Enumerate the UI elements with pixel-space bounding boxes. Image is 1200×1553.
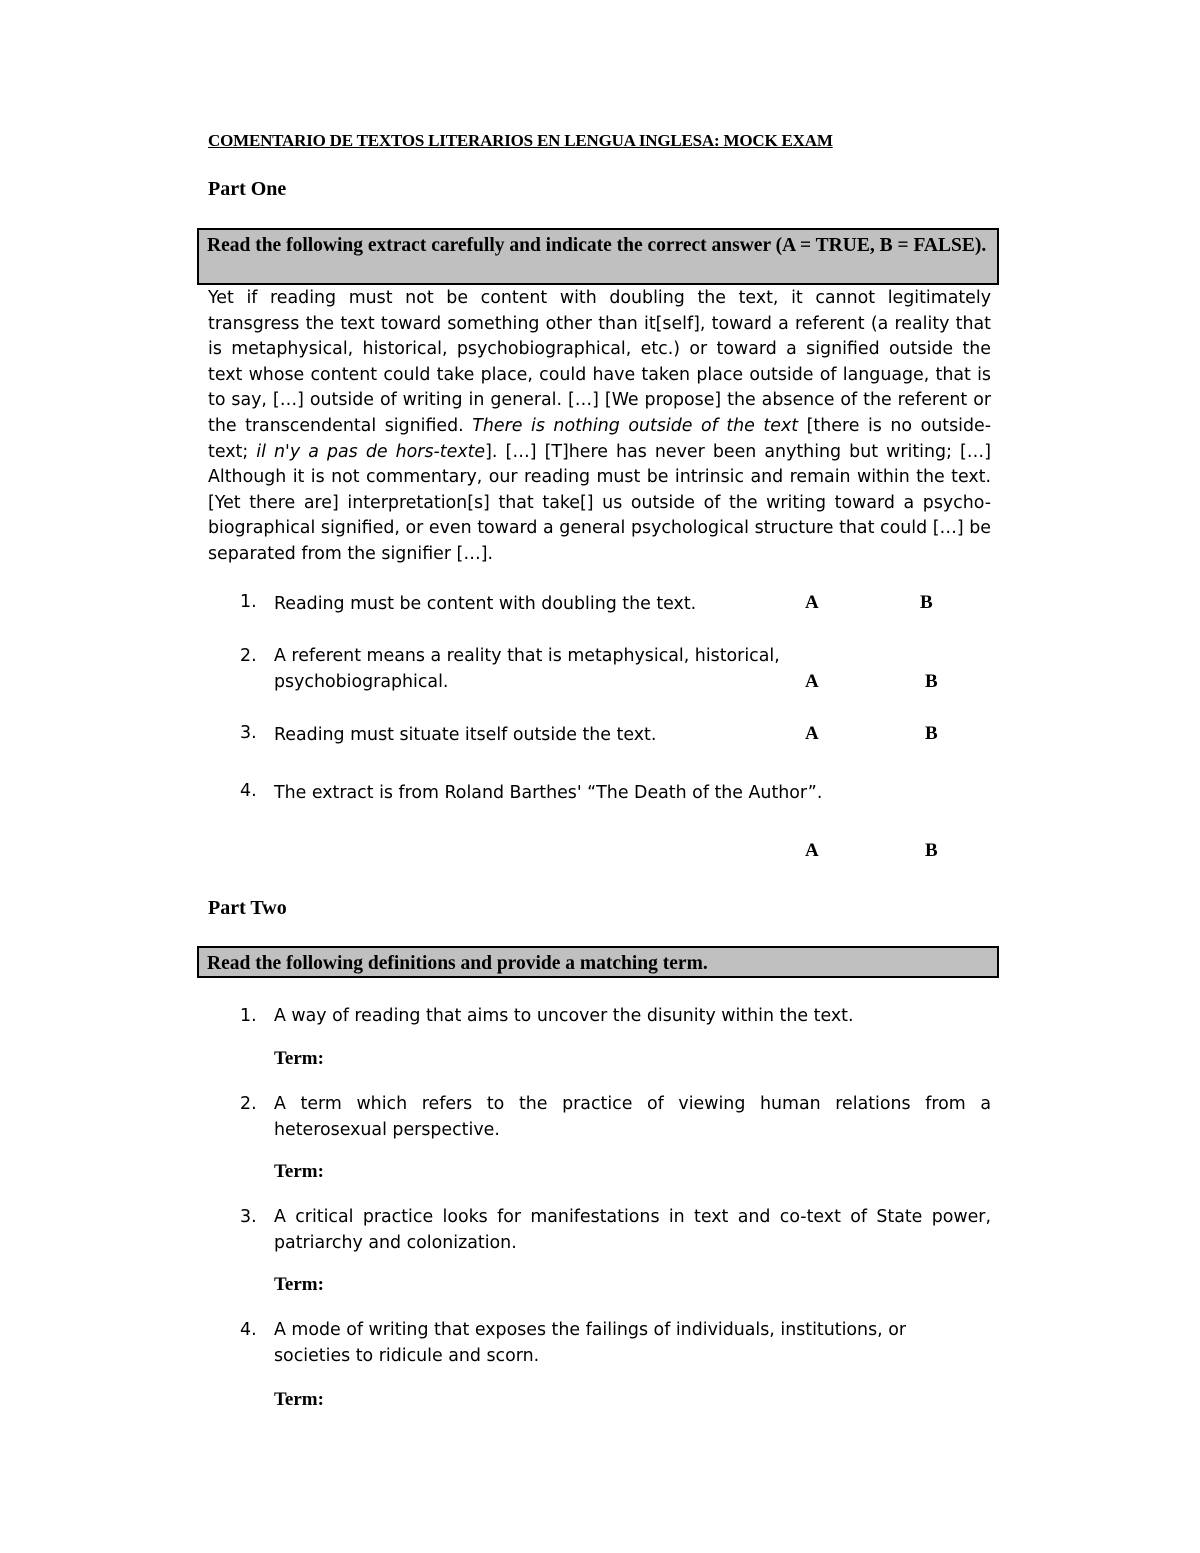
passage-italic-2: il n'y a pas de hors-texte: [256, 441, 486, 462]
question-number: 2.: [240, 1094, 257, 1114]
option-b[interactable]: B: [920, 592, 933, 613]
option-b[interactable]: B: [925, 723, 938, 744]
part-two-instruction: Read the following definitions and provide a matching term.: [207, 953, 708, 974]
question-number: 1.: [240, 592, 257, 612]
question-text: A critical practice looks for manifestations in text and co-text of State power, patriarchy and colonization.: [274, 1207, 991, 1253]
question-text: A term which refers to the practice of viewing human relations from a heterosexual perspective.: [274, 1094, 991, 1140]
option-a[interactable]: A: [805, 723, 819, 744]
question-text: The extract is from Roland Barthes' “The Death of the Author”.: [274, 783, 823, 803]
part-two-instruction-box: [197, 946, 999, 978]
part-one-instruction-box: [197, 228, 999, 285]
passage-italic-1: There is nothing outside of the text: [472, 415, 799, 436]
question-number: 3.: [240, 1207, 257, 1227]
passage-text-2: [there is no outside-text;: [208, 415, 992, 462]
option-a[interactable]: A: [805, 592, 819, 613]
question-number: 4.: [240, 1320, 257, 1340]
question-text: A referent means a reality that is metaphysical, historical, psychobiographical.: [274, 646, 780, 692]
question-text: A mode of writing that exposes the failings of individuals, institutions, or societies to ridicule and scorn.: [274, 1320, 906, 1366]
question-number: 3.: [240, 723, 257, 743]
exam-title: COMENTARIO DE TEXTOS LITERARIOS EN LENGUA INGLESA: MOCK EXAM: [208, 131, 833, 150]
question-number: 1.: [240, 1006, 257, 1026]
part-two-heading: Part Two: [208, 897, 287, 919]
option-b[interactable]: B: [925, 840, 938, 861]
term-label[interactable]: Term:: [274, 1161, 324, 1182]
term-label[interactable]: Term:: [274, 1389, 324, 1410]
part-one-heading: Part One: [208, 178, 287, 200]
question-text: A way of reading that aims to uncover the disunity within the text.: [274, 1006, 854, 1026]
question-number: 2.: [240, 646, 257, 666]
option-a[interactable]: A: [805, 840, 819, 861]
term-label[interactable]: Term:: [274, 1048, 324, 1069]
passage-text-3: ]. […] [T]here has never been anything but writing; […] Although it is not commentary, our reading must be intrinsic and remain within the text. [Yet there are] interpretation[s] that take[] us outside of the writing toward a psycho-biographical signified, or even toward a general psychological structure that could […] be separated from the signifier […].: [208, 441, 991, 564]
question-number: 4.: [240, 781, 257, 801]
extract-passage: [208, 286, 991, 568]
passage-text-1: Yet if reading must not be content with doubling the text, it cannot legitimately transgress the text toward something other than it[self], toward a referent (a reality that is metaphysical, historical, psychobiographical, etc.) or toward a signified outside the text whose content could take place, could have taken place outside of language, that is to say, […] outside of writing in general. […] [We propose] the absence of the referent or the transcendental signified.: [208, 288, 991, 436]
question-text: Reading must be content with doubling the text.: [274, 594, 697, 614]
part-one-instruction: Read the following extract carefully and indicate the correct answer (A = TRUE, B = FALSE).: [207, 235, 987, 256]
option-b[interactable]: B: [925, 671, 938, 692]
term-label[interactable]: Term:: [274, 1274, 324, 1295]
question-text: Reading must situate itself outside the text.: [274, 725, 657, 745]
option-a[interactable]: A: [805, 671, 819, 692]
